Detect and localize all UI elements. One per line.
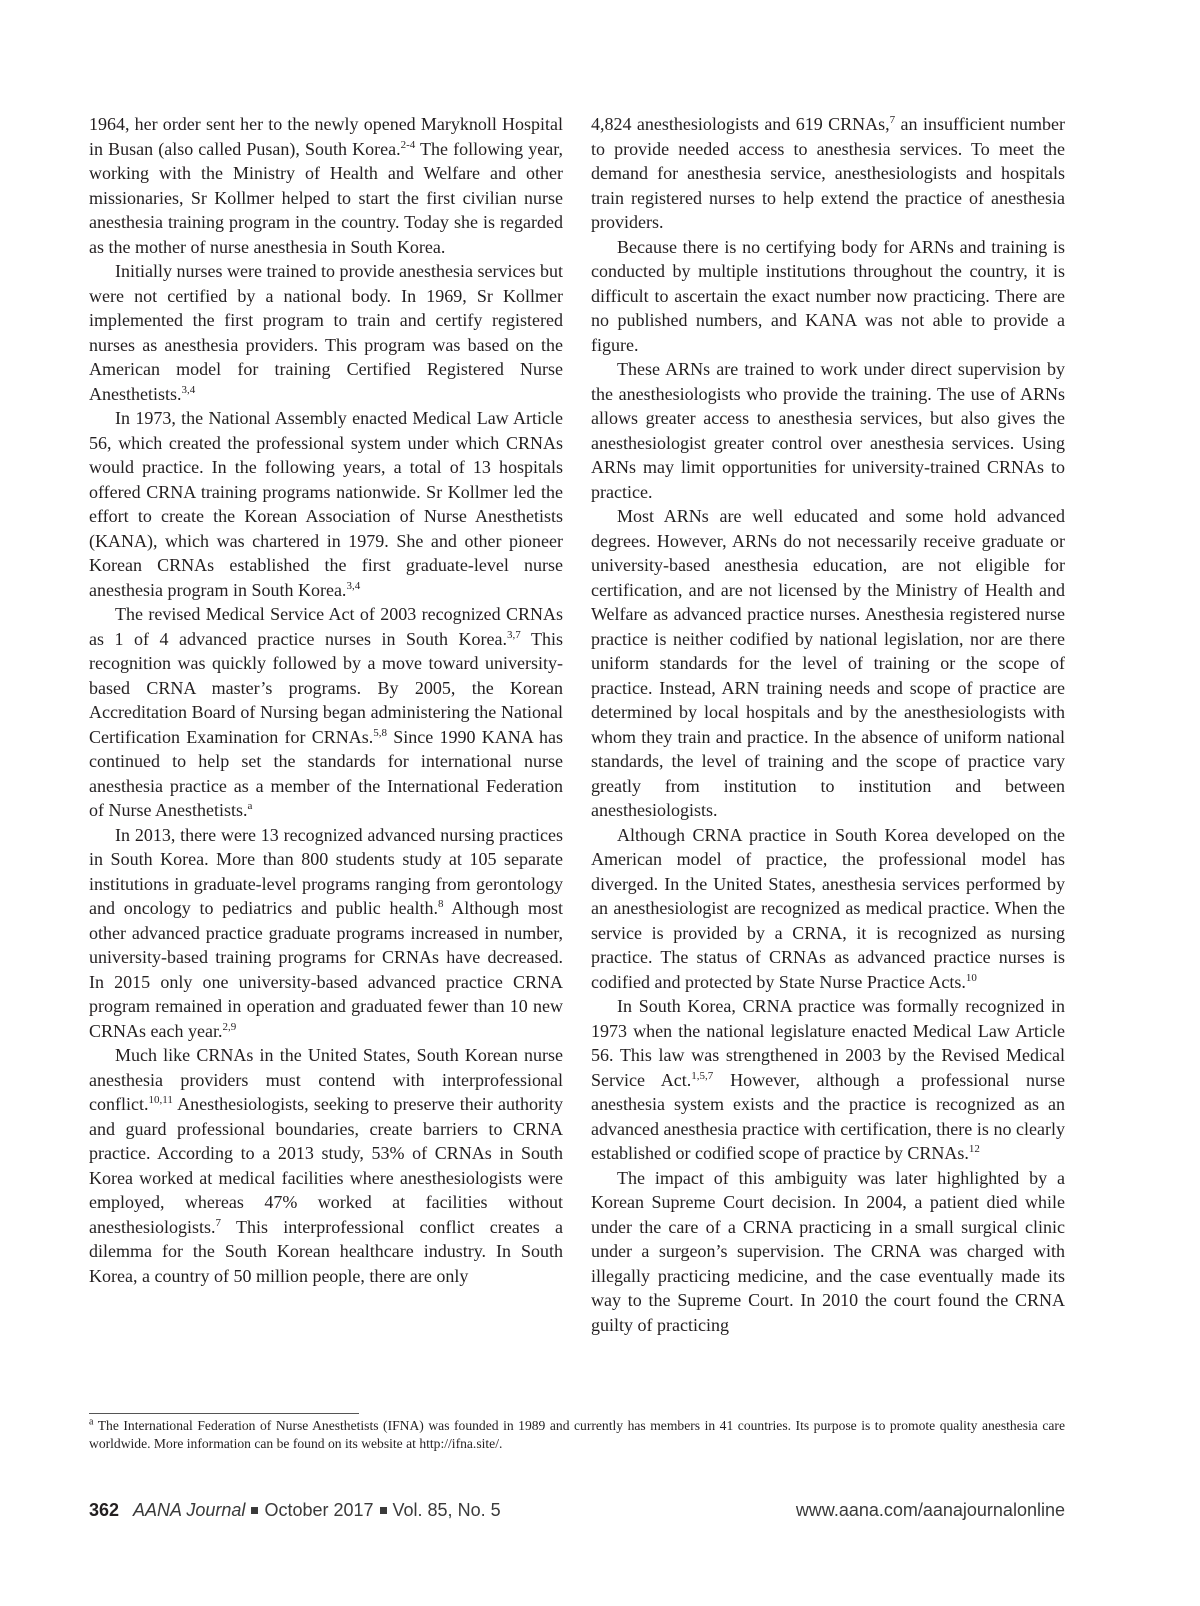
body-paragraph: [89, 823, 563, 1044]
left-column: [89, 112, 563, 1288]
citation-superscript: 1,5,7: [691, 1069, 714, 1082]
citation-superscript: 2,9: [222, 1020, 237, 1033]
body-paragraph: [591, 994, 1065, 1166]
body-paragraph: [591, 112, 1065, 235]
footnote-divider: [89, 1413, 359, 1414]
issue-date: October 2017: [264, 1500, 374, 1520]
paragraph-text: Although most other advanced practice graduate programs increased in number, university-based training programs for CRNAs have decreased. In 2015 only one university-based advanced practice CRNA program remained in operation and graduated fewer than 10 new CRNAs each year.: [89, 898, 563, 1041]
paragraph-text: In 1973, the National Assembly enacted Medical Law Article 56, which created the professional system under which CRNAs would practice. In the following years, a total of 13 hospitals offered CRNA training programs nationwide. Sr Kollmer led the effort to create the Korean Association of Nurse Anesthetists (KANA), which was chartered in 1979. She and other pioneer Korean CRNAs established the first graduate-level nurse anesthesia program in South Korea.: [89, 408, 563, 600]
body-paragraph: [89, 112, 563, 259]
page-footer: [89, 1498, 1065, 1522]
citation-superscript: 8: [437, 898, 444, 910]
body-paragraph: [591, 357, 1065, 504]
paragraph-text: These ARNs are trained to work under direct supervision by the anesthesiologists who provide the training. The use of ARNs allows greater access to anesthesia services, but also gives the anesthesiologist greater control over anesthesia services. Using ARNs may limit opportunities for university-trained CRNAs to practice.: [591, 359, 1065, 502]
citation-superscript: 10,11: [148, 1094, 173, 1106]
paragraph-text: In South Korea, CRNA practice was formally recognized in 1973 when the national legislature enacted Medical Law Article 56. This law was strengthened in 2003 by the Revised Medical Service Act.: [591, 996, 1065, 1090]
citation-superscript: a: [247, 800, 253, 812]
paragraph-text: Because there is no certifying body for ARNs and training is conducted by multiple institutions throughout the country, it is difficult to ascertain the exact number now practicing. There are no published numbers, and KANA was not able to provide a figure.: [591, 236, 1065, 355]
body-paragraph: [591, 1166, 1065, 1338]
footnote-text: The International Federation of Nurse Anesthetists (IFNA) was founded in 1989 and currently has members in 41 countries. Its purpose is to promote quality anesthesia care worldwide. More information can be found on its website at http://ifna.site/.: [89, 1418, 1065, 1451]
citation-superscript: 3,4: [181, 383, 196, 396]
body-paragraph: [89, 1043, 563, 1288]
paragraph-text: 4,824 anesthesiologists and 619 CRNAs,: [591, 114, 890, 134]
body-paragraph: [89, 602, 563, 823]
journal-url[interactable]: www.aana.com/aanajournalonline: [795, 1500, 1065, 1520]
citation-superscript: 7: [215, 1216, 221, 1229]
paragraph-text: The revised Medical Service Act of 2003 recognized CRNAs as 1 of 4 advanced practice nurses in South Korea.: [89, 604, 563, 649]
citation-superscript: 10: [965, 971, 977, 984]
paragraph-text: Most ARNs are well educated and some hold advanced degrees. However, ARNs do not necessarily receive graduate or university-based anesthesia education, are not eligible for certification, and are not licensed by the Ministry of Health and Welfare as advanced practice nurses. Anesthesia registered nurse practice is neither codified by national legislation, nor are there uniform standards for the level of training or the scope of practice. Instead, ARN training needs and scope of practice are determined by local hospitals and by the anesthesiologists with whom they train and practice. In the absence of uniform national standards, the level of training and the scope of practice vary greatly from institution to institution and between anesthesiologists.: [591, 506, 1065, 820]
journal-name: AANA Journal: [133, 1500, 246, 1520]
right-column: [591, 112, 1065, 1337]
paragraph-text: However, although a professional nurse anesthesia system exists and the practice is recognized as an advanced anesthesia practice with certification, there is no clearly established or codified scope of practice by CRNAs.: [591, 1069, 1065, 1163]
paragraph-text: Since 1990 KANA has continued to help set the standards for international nurse anesthesia practice as a member of the International Federation of Nurse Anesthetists.: [89, 726, 563, 820]
footnote-marker: a: [89, 1416, 94, 1428]
citation-superscript: 7: [889, 114, 896, 126]
citation-superscript: 2-4: [400, 138, 416, 151]
body-paragraph: [591, 504, 1065, 823]
page-number: 362: [89, 1500, 120, 1520]
citation-superscript: 12: [968, 1143, 980, 1155]
citation-superscript: 5,8: [373, 726, 387, 739]
paragraph-text: This recognition was quickly followed by a move toward university-based CRNA master’s programs. By 2005, the Korean Accreditation Board of Nursing began administering the National Certification Examination for CRNAs.: [89, 628, 563, 747]
footer-separator: [380, 1507, 387, 1514]
paragraph-text: Much like CRNAs in the United States, South Korean nurse anesthesia providers must contend with interprofessional conflict.: [89, 1045, 563, 1114]
body-paragraph: [591, 235, 1065, 358]
paragraph-text: The following year, working with the Ministry of Health and Welfare and other missionaries, Sr Kollmer helped to start the first civilian nurse anesthesia training program in the country. Today she is regarded as the mother of nurse anesthesia in South Korea.: [89, 138, 563, 257]
paragraph-text: In 2013, there were 13 recognized advanced nursing practices in South Korea. More than 800 students study at 105 separate institutions in graduate-level programs ranging from gerontology and oncology to pediatrics and public health.: [89, 824, 563, 918]
issue-volume: Vol. 85, No. 5: [392, 1500, 501, 1520]
body-paragraph: [89, 259, 563, 406]
paragraph-text: 1964, her order sent her to the newly opened Maryknoll Hospital in Busan (also called Pusan), South Korea.: [89, 114, 563, 159]
paragraph-text: an insufficient number to provide needed access to anesthesia services. To meet the demand for anesthesia service, anesthesiologists and hospitals train registered nurses to help extend the practice of anesthesia providers.: [591, 114, 1065, 232]
paragraph-text: This interprofessional conflict creates a dilemma for the South Korean healthcare industry. In South Korea, a country of 50 million people, there are only: [89, 1216, 563, 1286]
paragraph-text: Initially nurses were trained to provide anesthesia services but were not certified by a national body. In 1969, Sr Kollmer implemented the first program to train and certify registered nurses as anesthesia providers. This program was based on the American model for training Certified Registered Nurse Anesthetists.: [89, 261, 563, 404]
paragraph-text: The impact of this ambiguity was later highlighted by a Korean Supreme Court decision. In 2004, a patient died while under the care of a CRNA practicing in a small surgical clinic under a surgeon’s supervision. The CRNA was charged with illegally practicing medicine, and the case eventually made its way to the Supreme Court. In 2010 the court found the CRNA guilty of practicing: [591, 1167, 1065, 1335]
citation-superscript: 3,4: [346, 579, 361, 592]
body-paragraph: [591, 823, 1065, 995]
paragraph-text: Although CRNA practice in South Korea developed on the American model of practice, the professional model has diverged. In the United States, anesthesia services performed by an anesthesiologist are recognized as medical practice. When the service is provided by a CRNA, it is recognized as nursing practice. The status of CRNAs as advanced practice nurses is codified and protected by State Nurse Practice Acts.: [591, 824, 1065, 992]
footnote: [89, 1417, 1065, 1453]
footer-separator: [251, 1507, 258, 1514]
citation-superscript: 3,7: [507, 628, 521, 641]
body-paragraph: [89, 406, 563, 602]
paragraph-text: Anesthesiologists, seeking to preserve their authority and guard professional boundaries, create barriers to CRNA practice. According to a 2013 study, 53% of CRNAs in South Korea worked at medical facilities where anesthesiologists were employed, whereas 47% worked at facilities without anesthesiologists.: [89, 1094, 563, 1237]
